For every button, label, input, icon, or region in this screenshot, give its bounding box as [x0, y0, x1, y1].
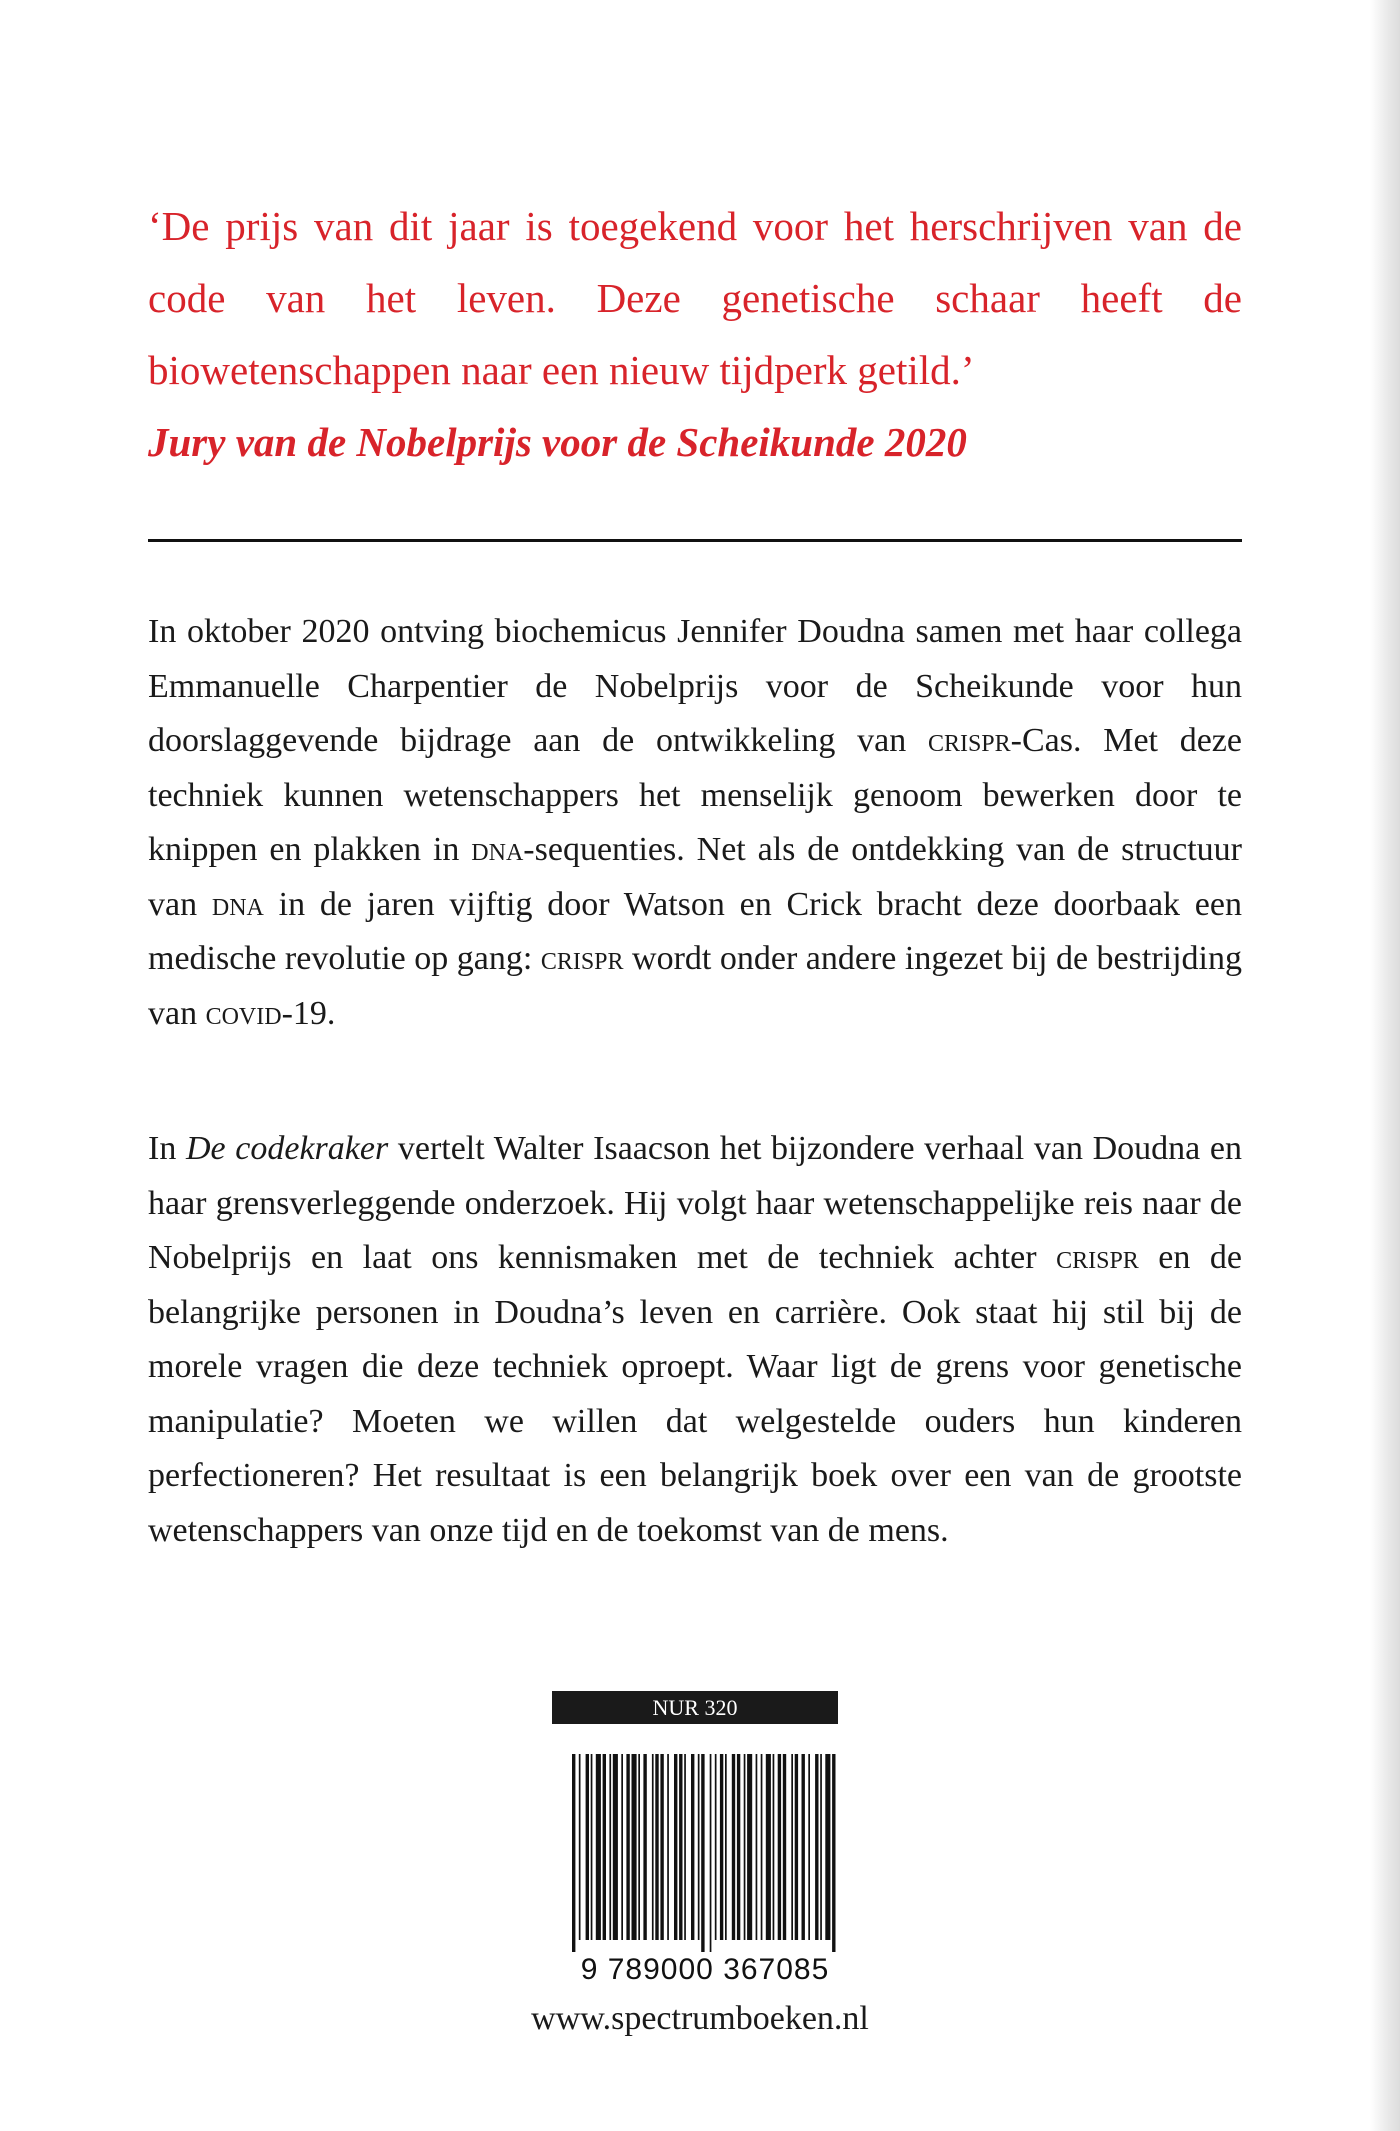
text-span: In oktober 2020 ontving biochemicus Jennifer Doudna samen met haar collega Emmanuelle Charpentier de Nobelprijs voor de Scheikunde voor hun doorslaggevende bijdrage aan de ontwikkeling van — [148, 613, 1242, 759]
barcode-bar — [643, 1754, 646, 1940]
barcode-bar — [756, 1754, 758, 1940]
book-title: De codekraker — [185, 1130, 389, 1167]
isbn-group-2: 367085 — [723, 1953, 830, 1986]
page-edge-shadow — [1370, 0, 1400, 2131]
barcode-bar — [698, 1754, 700, 1940]
barcode-bar — [808, 1754, 810, 1940]
barcode-bar — [667, 1754, 669, 1940]
barcode-bar — [660, 1754, 663, 1940]
barcode-bar — [791, 1754, 793, 1940]
blurb-paragraph-2 — [148, 1122, 1242, 1558]
barcode-bar — [613, 1754, 618, 1940]
barcode-bar — [761, 1754, 763, 1940]
barcode-bar — [715, 1754, 717, 1940]
isbn-lead-digit: 9 — [580, 1953, 599, 1986]
barcode-bar — [679, 1754, 682, 1940]
barcode-bar — [621, 1754, 623, 1940]
barcode-bar — [674, 1754, 677, 1940]
nur-label: NUR 320 — [552, 1691, 838, 1724]
barcode-bar — [732, 1754, 735, 1940]
text-span: -19. — [281, 994, 336, 1032]
small-caps-term: crispr — [1056, 1239, 1139, 1276]
barcode-bar — [832, 1754, 835, 1952]
barcode-bar — [632, 1754, 637, 1940]
text-span: -Cas. Met deze techniek kunnen wetenschappers het menselijk genoom bewerken door te knippen en plakken in — [148, 722, 1242, 868]
barcode-bar — [638, 1754, 640, 1940]
barcode-bar — [691, 1754, 694, 1940]
barcode-bar — [652, 1754, 654, 1940]
barcode-bar — [737, 1754, 740, 1940]
barcode-bar — [596, 1754, 601, 1940]
barcode-bar — [744, 1754, 746, 1940]
small-caps-term: crispr — [927, 722, 1011, 759]
barcode-bar — [655, 1754, 658, 1940]
divider-rule — [148, 539, 1242, 542]
small-caps-term: covid — [205, 994, 282, 1032]
barcode-bar — [572, 1754, 575, 1952]
barcode-bar — [591, 1754, 593, 1940]
barcode-bar — [725, 1754, 727, 1940]
barcode-bar — [815, 1754, 818, 1940]
small-caps-term: dna — [211, 885, 264, 923]
blurb-paragraph-1 — [148, 605, 1242, 1041]
barcode-bar — [586, 1754, 589, 1940]
barcode-bar — [825, 1754, 830, 1940]
quote-text: ‘De prijs van dit jaar is toegekend voor het herschrijven van de code van het leven. Deze genetische schaar heeft de biowetenschappen naar een nieuw tijdperk getild.’ — [148, 203, 1242, 393]
quote-block — [148, 190, 1242, 478]
isbn-digits — [560, 1953, 850, 1989]
barcode-bar — [609, 1754, 611, 1940]
text-span: en de belangrijke personen in Doudna’s leven en carrière. Ook staat hij stil bij de morele vragen die deze techniek oproept. Waar ligt de grens voor genetische manipulatie? Moeten we willen dat welgestelde ouders hun kinderen perfectioneren? Het resultaat is een belangrijk boek over een van de grootste wetenschappers van onze tijd en de toekomst van de mens. — [148, 1239, 1242, 1549]
quote-source: Jury van de Nobelprijs voor de Scheikunde 2020 — [148, 419, 967, 465]
small-caps-term: dna — [471, 831, 524, 868]
barcode-bar — [701, 1754, 704, 1952]
publisher-website: www.spectrumboeken.nl — [531, 2000, 869, 2037]
barcode-bar — [747, 1754, 752, 1940]
text-span: wordt onder andere ingezet bij de bestrijding van — [148, 940, 1242, 1032]
small-caps-term: crispr — [540, 940, 624, 977]
barcode-bar — [778, 1754, 781, 1940]
barcode-bar — [795, 1754, 798, 1940]
barcode-bar — [710, 1754, 712, 1952]
barcode-bar — [684, 1754, 686, 1940]
barcode-bar — [579, 1754, 581, 1940]
text-span: vertelt Walter Isaacson het bijzondere verhaal van Doudna en haar grensverleggende onderzoek. Hij volgt haar wetenschappelijke reis naar de Nobelprijs en laat ons kennismaken met de techniek achter — [148, 1130, 1243, 1276]
barcode-bar — [603, 1754, 606, 1940]
barcode-bar — [766, 1754, 771, 1940]
barcode-bar — [820, 1754, 822, 1940]
barcode-bar — [720, 1754, 723, 1940]
text-span: -sequenties. Net als de ontdekking van de structuur van — [148, 831, 1242, 923]
isbn-group-1: 789000 — [607, 1953, 714, 1986]
barcode-bar — [783, 1754, 786, 1940]
barcode-bar — [802, 1754, 805, 1940]
text-span: In — [148, 1130, 186, 1167]
barcode-bar — [626, 1754, 629, 1940]
text-span: in de jaren vijftig door Watson en Crick bracht deze doorbaak een medische revolutie op gang: — [148, 885, 1242, 977]
barcode-bar — [773, 1754, 775, 1940]
barcode-icon — [572, 1754, 838, 1952]
